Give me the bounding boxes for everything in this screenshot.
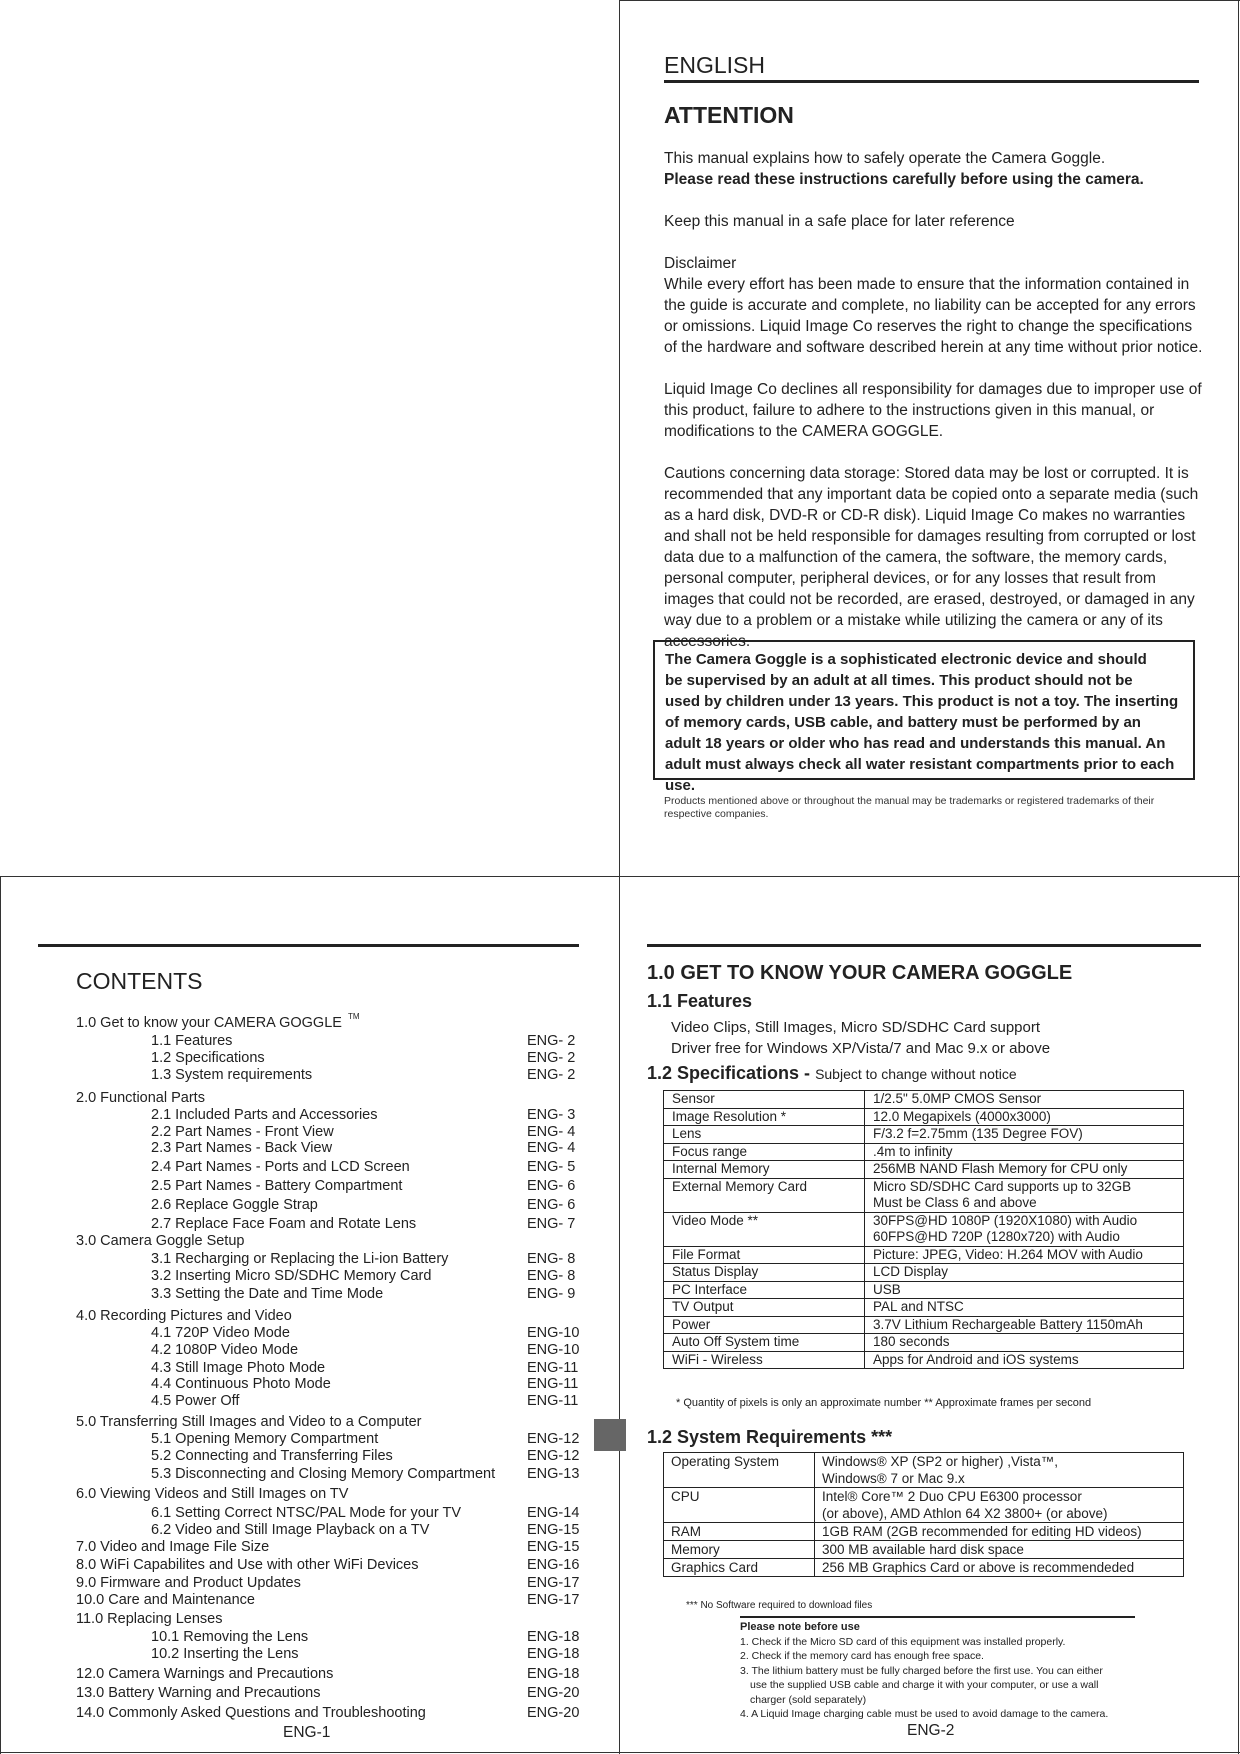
spec-row-value-line: F/3.2 f=2.75mm (135 Degree FOV) [873,1126,1083,1141]
warning-line: of memory cards, USB cable, and battery must be performed by an [665,714,1141,731]
contents-entry [76,1014,596,1032]
responsibility-text: Liquid Image Co declines all responsibility for damages due to improper use of this product, failure to adhere to the instructions given in this manual, or modifications to the CAMERA GOGGLE. [664,381,1202,440]
contents-entry-page: ENG- 4 [527,1140,576,1156]
sysreq-row [664,1541,1184,1559]
contents-entry-page: ENG-13 [527,1466,580,1482]
contents-entry [76,1628,596,1646]
contents-entry-label: 1.0 Get to know your CAMERA GOGGLE [76,1015,342,1031]
contents-entry [76,1591,596,1609]
spec-row-key: TV Output [664,1299,865,1317]
system-req-table [663,1452,1184,1577]
spec-row-value [865,1351,1184,1369]
spec-row-key: Focus range [664,1143,865,1161]
contents-entry [76,1196,596,1214]
contents-entry-page: ENG- 2 [527,1050,576,1066]
sysreq-row-key: Memory [664,1541,815,1559]
contents-rule [38,944,579,947]
page-edge-top [619,0,1240,1]
page-edge-left [0,876,1,1754]
contents-entry [76,1106,596,1124]
contents-entry [76,1341,596,1359]
contents-entry-page: ENG- 6 [527,1197,576,1213]
contents-entry-label: 3.2 Inserting Micro SD/SDHC Memory Card [151,1268,432,1284]
contents-entry [76,1215,596,1233]
spec-row-value [865,1108,1184,1126]
contents-entry-label: 4.4 Continuous Photo Mode [151,1376,331,1392]
contents-entry-page: ENG- 4 [527,1124,576,1140]
before-use-title: Please note before use [740,1621,860,1633]
contents-entry [76,1032,596,1050]
attention-body [664,148,1204,673]
spec-row-key: PC Interface [664,1281,865,1299]
contents-entry-page: ENG-12 [527,1448,580,1464]
contents-entry-page: ENG-18 [527,1666,580,1682]
contents-entry-label: 4.5 Power Off [151,1393,240,1409]
page-divider-horizontal [0,876,1240,877]
spec-row [664,1143,1184,1161]
section-rule [647,944,1201,947]
sysreq-row [664,1523,1184,1541]
spec-row [664,1264,1184,1282]
specs-table [663,1090,1184,1369]
sysreq-row-value-line: Intel® Core™ 2 Duo CPU E6300 processor [822,1489,1082,1504]
sysreq-row-value-line: 1GB RAM (2GB recommended for editing HD videos) [822,1524,1142,1539]
contents-entry [76,1413,596,1431]
spec-row [664,1316,1184,1334]
spec-row-key: External Memory Card [664,1178,865,1212]
contents-entry-label: 12.0 Camera Warnings and Precautions [76,1666,334,1682]
disclaimer-title: Disclaimer [664,255,737,272]
sysreq-row-key: RAM [664,1523,815,1541]
spec-row [664,1334,1184,1352]
spec-row [664,1108,1184,1126]
contents-entry [76,1485,596,1503]
contents-entry-page: ENG- 6 [527,1178,576,1194]
contents-entry-page: ENG-17 [527,1575,580,1591]
contents-entry [76,1574,596,1592]
contents-entry-label: 5.1 Opening Memory Compartment [151,1431,379,1447]
contents-entry-page: ENG- 3 [527,1107,576,1123]
spec-row-value-line: PAL and NTSC [873,1299,964,1314]
spec-row-value [865,1281,1184,1299]
specs-heading-text: 1.2 Specifications - [647,1063,816,1083]
contents-entry-page: ENG-12 [527,1431,580,1447]
spec-row-value [865,1299,1184,1317]
spec-row-key: Power [664,1316,865,1334]
contents-entry [76,1610,596,1628]
spec-row-value-line: USB [873,1281,901,1297]
contents-entry-label: 9.0 Firmware and Product Updates [76,1575,301,1591]
spec-row-value [865,1264,1184,1282]
contents-entry-label: 3.0 Camera Goggle Setup [76,1233,245,1249]
contents-entry [76,1177,596,1195]
contents-entry-label: 10.2 Inserting the Lens [151,1646,299,1662]
keep-text: Keep this manual in a safe place for later reference [664,213,1015,230]
trademark-mark: TM [348,1012,360,1021]
cautions-text: Cautions concerning data storage: Stored data may be lost or corrupted. It is recommended that any important data be copied onto a separate media (such as a hard disk, DVD-R or CD-R disk). Liquid Image Co makes no warranties and shall not be held responsible for damages resulting from corrupted or lost data due to a malfunction of the camera, the software, the memory cards, personal computer, peripheral devices, or for any losses that result from images that could not be recorded, are erased, destroyed, or damaged in any way due to a problem or a mistake while utilizing the camera or any of its accessories. [664,465,1199,650]
spec-row-value-line: Picture: JPEG, Video: H.264 MOV with Audio [873,1246,1143,1262]
language-rule [664,80,1199,83]
warning-line: be supervised by an adult at all times. This product should not be [665,672,1133,689]
contents-entry-label: 1.1 Features [151,1033,233,1049]
contents-entry-page: ENG- 5 [527,1159,576,1175]
contents-entry [76,1392,596,1410]
contents-entry-label: 2.7 Replace Face Foam and Rotate Lens [151,1216,417,1232]
spec-row [664,1299,1184,1317]
contents-entry-page: ENG- 8 [527,1268,576,1284]
features-heading: 1.1 Features [647,991,753,1011]
contents-entry-label: 4.2 1080P Video Mode [151,1342,299,1358]
intro-bold-text: Please read these instructions carefully before using the camera. [664,171,1144,188]
contents-entry-page: ENG-10 [527,1325,580,1341]
spec-row [664,1212,1184,1246]
contents-entry [76,1267,596,1285]
sysreq-row-key: Operating System [664,1453,815,1488]
spec-row [664,1351,1184,1369]
spec-row-key: Internal Memory [664,1161,865,1179]
contents-entry-page: ENG-10 [527,1342,580,1358]
spec-row-value [865,1316,1184,1334]
contents-entry-label: 3.3 Setting the Date and Time Mode [151,1286,384,1302]
contents-entry-page: ENG-15 [527,1522,580,1538]
contents-title: CONTENTS [76,968,203,994]
contents-entry-label: 6.2 Video and Still Image Playback on a TV [151,1522,430,1538]
contents-entry [76,1704,596,1722]
contents-entry [76,1139,596,1157]
contents-entry-label: 1.2 Specifications [151,1050,265,1066]
binding-marker [594,1419,626,1451]
contents-entry-page: ENG-18 [527,1629,580,1645]
page-edge-right [1238,0,1239,1754]
contents-entry [76,1684,596,1702]
contents-entry-label: 11.0 Replacing Lenses [76,1611,223,1627]
spec-row-key: Video Mode ** [664,1212,865,1246]
spec-row-value-line: 180 seconds [873,1334,950,1349]
spec-row-key: Auto Off System time [664,1334,865,1352]
spec-row-value-line: 12.0 Megapixels (4000x3000) [873,1108,1051,1124]
before-use-item: charger (sold separately) [750,1693,867,1706]
contents-entry [76,1645,596,1663]
spec-row [664,1126,1184,1144]
contents-entry [76,1250,596,1268]
warning-line: The Camera Goggle is a sophisticated electronic device and should [665,651,1147,668]
contents-entry [76,1430,596,1448]
contents-entry-page: ENG-17 [527,1592,580,1608]
before-use-item: 3. The lithium battery must be fully charged before the first use. You can either [740,1664,1103,1677]
spec-row-value [865,1334,1184,1352]
contents-entry [76,1089,596,1107]
spec-row-key: Lens [664,1126,865,1144]
spec-row-value [865,1178,1184,1212]
contents-entry-label: 2.4 Part Names - Ports and LCD Screen [151,1159,410,1175]
warning-box [653,640,1195,794]
system-req-note: *** No Software required to download files [686,1600,873,1611]
contents-entry [76,1285,596,1303]
spec-row-value-line: Micro SD/SDHC Card supports up to 32GB [873,1178,1132,1194]
contents-entry-page: ENG- 9 [527,1286,576,1302]
spec-row-key: WiFi - Wireless [664,1351,865,1369]
page-number-right: ENG-2 [907,1722,955,1739]
spec-row [664,1178,1184,1212]
contents-entry [76,1556,596,1574]
contents-entry-label: 2.5 Part Names - Battery Compartment [151,1178,403,1194]
contents-entry [76,1066,596,1084]
contents-entry [76,1665,596,1683]
contents-entry [76,1324,596,1342]
page-number-left: ENG-1 [283,1724,331,1741]
contents-entry [76,1465,596,1483]
spec-row-value [865,1161,1184,1179]
language-heading: ENGLISH [664,52,765,78]
intro-text: This manual explains how to safely operate the Camera Goggle. [664,150,1106,167]
spec-row-value-line: 256MB NAND Flash Memory for CPU only [873,1161,1128,1176]
spec-row-value-line: 1/2.5" 5.0MP CMOS Sensor [873,1091,1042,1106]
contents-entry-label: 3.1 Recharging or Replacing the Li-ion Battery [151,1251,449,1267]
contents-entry-label: 2.3 Part Names - Back View [151,1140,333,1156]
sysreq-row-value [815,1559,1184,1577]
contents-entry-label: 6.1 Setting Correct NTSC/PAL Mode for your TV [151,1505,461,1521]
contents-entry-label: 5.2 Connecting and Transferring Files [151,1448,393,1464]
sysreq-row-value-line: (or above), AMD Athlon 64 X2 3800+ (or above) [822,1506,1108,1521]
page-edge-bottom [0,1752,1240,1753]
warning-line: used by children under 13 years. This product is not a toy. The inserting [665,693,1179,710]
feature-item: Video Clips, Still Images, Micro SD/SDHC Card support [671,1019,1041,1036]
sysreq-row-key: Graphics Card [664,1559,815,1577]
sysreq-row-value [815,1541,1184,1559]
spec-row-value [865,1126,1184,1144]
system-req-heading: 1.2 System Requirements *** [647,1427,893,1447]
contents-entry-page: ENG-14 [527,1505,580,1521]
contents-entry-label: 2.1 Included Parts and Accessories [151,1107,378,1123]
spec-row-value [865,1212,1184,1246]
sysreq-row-value [815,1488,1184,1523]
contents-entry-label: 10.0 Care and Maintenance [76,1592,255,1608]
contents-entry-label: 4.3 Still Image Photo Mode [151,1360,326,1376]
sysreq-row [664,1453,1184,1488]
spec-row-value-line: LCD Display [873,1264,949,1279]
spec-row [664,1281,1184,1299]
before-use-note [740,1620,1160,1722]
before-use-item: 2. Check if the memory card has enough free space. [740,1650,984,1662]
page-divider-vertical [619,0,620,1754]
contents-entry-label: 2.2 Part Names - Front View [151,1124,334,1140]
disclaimer-text: While every effort has been made to ensure that the information contained in the guide is accurate and complete, no liability can be accepted for any errors or omissions. Liquid Image Co reserves the right to change the specifications of the hardware and software described herein at any time without prior notice. [664,276,1203,356]
contents-entry [76,1307,596,1325]
contents-entry-label: 4.0 Recording Pictures and Video [76,1308,292,1324]
before-use-item: 1. Check if the Micro SD card of this equipment was installed properly. [740,1635,1066,1648]
contents-entry-page: ENG-11 [527,1376,579,1392]
spec-row [664,1246,1184,1264]
features-list [671,1017,1050,1059]
sysreq-row-value [815,1453,1184,1488]
spec-row-key: Sensor [664,1091,865,1109]
contents-entry-page: ENG- 8 [527,1251,576,1267]
before-use-item: use the supplied USB cable and charge it with your computer, or use a wall [750,1679,1099,1691]
spec-row [664,1161,1184,1179]
section-title: 1.0 GET TO KNOW YOUR CAMERA GOGGLE [647,962,1073,984]
contents-entry [76,1538,596,1556]
contents-entry-page: ENG- 7 [527,1216,576,1232]
sysreq-row-value-line: 300 MB available hard disk space [822,1542,1024,1557]
contents-entry-page: ENG-20 [527,1685,580,1701]
contents-entry-page: ENG-20 [527,1705,580,1721]
contents-entry [76,1375,596,1393]
warning-line: adult must always check all water resistant compartments prior to each use. [665,756,1175,794]
contents-entry [76,1447,596,1465]
sysreq-row-key: CPU [664,1488,815,1523]
sysreq-row [664,1488,1184,1523]
trademark-note: Products mentioned above or throughout the manual may be trademarks or registered trademarks of their respective companies. [664,795,1155,820]
spec-row-value-line: 3.7V Lithium Rechargeable Battery 1150mAh [873,1316,1143,1332]
specs-heading [647,1063,1017,1084]
contents-entry-label: 10.1 Removing the Lens [151,1629,309,1645]
spec-row-key: File Format [664,1246,865,1264]
contents-entry-label: 6.0 Viewing Videos and Still Images on TV [76,1486,349,1502]
sysreq-row-value [815,1523,1184,1541]
spec-row-value-line: 30FPS@HD 1080P (1920X1080) with Audio [873,1212,1138,1228]
contents-entry [76,1521,596,1539]
contents-entry-label: 14.0 Commonly Asked Questions and Troubleshooting [76,1705,426,1721]
contents-entry-label: 4.1 720P Video Mode [151,1325,290,1341]
contents-entry-label: 1.3 System requirements [151,1067,313,1083]
contents-entry-label: 13.0 Battery Warning and Precautions [76,1685,321,1701]
spec-row-value [865,1091,1184,1109]
warning-line: adult 18 years or older who has read and understands this manual. An [665,735,1166,752]
spec-row-value [865,1246,1184,1264]
spec-row-value [865,1143,1184,1161]
contents-entry-page: ENG- 2 [527,1067,576,1083]
contents-entry-page: ENG-11 [527,1360,579,1376]
spec-row-value-line: Must be Class 6 and above [873,1195,1037,1210]
contents-entry-label: 7.0 Video and Image File Size [76,1539,270,1555]
feature-item: Driver free for Windows XP/Vista/7 and Mac 9.x or above [671,1040,1051,1057]
specs-subtitle: Subject to change without notice [815,1066,1017,1082]
spec-row-key: Image Resolution * [664,1108,865,1126]
contents-entry-page: ENG-18 [527,1646,580,1662]
contents-entry-page: ENG-16 [527,1557,580,1573]
note-rule [740,1616,1135,1618]
before-use-item: 4. A Liquid Image charging cable must be used to avoid damage to the camera. [740,1708,1109,1720]
contents-entry [76,1158,596,1176]
contents-entry-page: ENG- 2 [527,1033,576,1049]
attention-heading: ATTENTION [664,102,794,128]
contents-entry-label: 2.0 Functional Parts [76,1090,205,1106]
sysreq-row [664,1559,1184,1577]
spec-row-value-line: Apps for Android and iOS systems [873,1351,1079,1367]
specs-note: * Quantity of pixels is only an approximate number ** Approximate frames per second [676,1397,1092,1409]
contents-entry-label: 5.0 Transferring Still Images and Video to a Computer [76,1414,422,1430]
spec-row-value-line: .4m to infinity [873,1143,953,1159]
contents-entry-page: ENG-15 [527,1539,580,1555]
contents-entry-label: 5.3 Disconnecting and Closing Memory Compartment [151,1466,496,1482]
contents-entry-label: 8.0 WiFi Capabilites and Use with other WiFi Devices [76,1557,419,1573]
sysreq-row-value-line: 256 MB Graphics Card or above is recommendeded [822,1560,1135,1575]
spec-row-key: Status Display [664,1264,865,1282]
sysreq-row-value-line: Windows® XP (SP2 or higher) ,Vista™, [822,1454,1059,1469]
contents-entry-label: 2.6 Replace Goggle Strap [151,1197,318,1213]
spec-row-value-line: 60FPS@HD 720P (1280x720) with Audio [873,1229,1120,1244]
contents-entry [76,1504,596,1522]
sysreq-row-value-line: Windows® 7 or Mac 9.x [822,1471,965,1486]
contents-entry [76,1232,596,1250]
spec-row [664,1091,1184,1109]
contents-entry [76,1049,596,1067]
contents-entry-page: ENG-11 [527,1393,579,1409]
